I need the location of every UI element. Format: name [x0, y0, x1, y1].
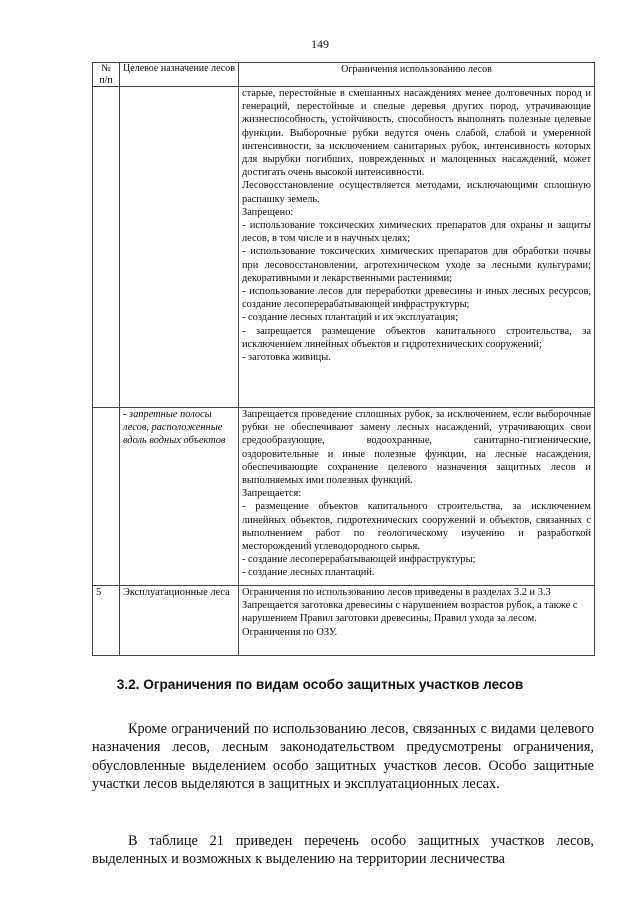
row1-line: - заготовка живицы. [242, 352, 331, 364]
row1-line: - создание лесных плантаций и их эксплуатация; [242, 312, 459, 324]
section-heading: 3.2. Ограничения по видам особо защитных участков лесов [116, 677, 524, 692]
table-row [93, 586, 595, 656]
row1-line: - запрещается размещение объектов капитального строительства, за исключением линейных объектов и гидротехнических сооружений; [242, 325, 591, 350]
row1-limits [239, 87, 595, 408]
table-row [93, 87, 595, 408]
row1-number [93, 87, 120, 408]
row1-line: Запрещено: [242, 206, 294, 218]
row3-category: Эксплуатационные леса [120, 586, 239, 656]
row1-line: - использование токсических химических препаратов для охраны и защиты лесов, в том числе и в научных целях; [242, 220, 591, 245]
row2-limits [239, 408, 595, 586]
row3-number: 5 [93, 586, 120, 656]
header-purpose: Целевое назначение лесов [120, 63, 239, 87]
restrictions-table [92, 62, 595, 656]
page-number: 149 [311, 37, 329, 51]
row3-limits [239, 586, 595, 656]
row2-number [93, 408, 120, 586]
table-header-row [93, 63, 595, 87]
header-number: № п/п [93, 63, 120, 87]
row2-line: Запрещается: [242, 488, 302, 500]
table-row [93, 408, 595, 586]
header-limits: Ограничения использованию лесов [239, 63, 595, 87]
row1-line: - использование лесов для переработки древесины и иных лесных ресурсов, создание лесоперерабатывающей инфраструктуры; [242, 286, 591, 311]
row2-line: - размещение объектов капитального строительства, за исключением линейных объектов, гидротехнических сооружений и объектов, связанных с выполнением работ по геологическому изучению и разработкой месторождений углеводородного сырья. [242, 501, 591, 553]
paragraph: Кроме ограничений по использованию лесов, связанных с видами целевого назначения лесов, лесным законодательством предусмотрены ограничения, обусловленные выделением особо защитных участков лесов. Особо защитные участки лесов выделяются в защитных и эксплуатационных лесах. [92, 721, 594, 792]
row1-line: - использование токсических химических препаратов для обработки почвы при лесовосстановлении, агротехническом уходе за лесными культурами; декоративными и лекарственными растениями; [242, 246, 591, 284]
row2-category: - запретные полосы лесов, расположенные вдоль водных объектов [120, 408, 239, 586]
row3-line: Запрещается заготовка древесины с нарушением возрастов рубок, а также с нарушением Правил заготовки древесины, Правил ухода за лесом. Ограничения по ОЗУ. [242, 600, 578, 638]
row3-line: Ограничения по использованию лесов приведены в разделах 3.2 и 3.3 [242, 587, 551, 598]
paragraph: В таблице 21 приведен перечень особо защитных участков лесов, выделенных и возможных к выделению на территории лесничества [92, 833, 594, 868]
row1-category [120, 87, 239, 408]
row2-line: Запрещается проведение сплошных рубок, за исключением, если выборочные рубки не обеспечивают замену лесных насаждений, утрачивающих свои средообразующие, водоохранные, санитарно-гигиенические, оздоровительные и иные полезные функции, на лесные насаждения, обеспечивающие сохранение целевого назначения защитных лесов и выполняемых ими полезных функций. [242, 409, 591, 487]
row2-line: - создание лесоперерабатывающей инфраструктуры; [242, 554, 476, 566]
row1-line: старые, перестойные в смешанных насаждениях менее долговечных пород и генераций, перестойные и спелые деревья других пород, утрачивающие жизнеспособность, устойчивость, способность выполнять полезные целевые функции. Выборочные рубки ведутся очень слабой, слабой и умеренной интенсивности, за исключением санитарных рубок, интенсивность которых для вырубки погибших, поврежденных и малоценных насаждений, может достигать очень высокой интенсивности. [242, 88, 591, 179]
row2-line: - создание лесных плантаций. [242, 567, 375, 579]
row1-line: Лесовосстановление осуществляется методами, исключающими сплошную распашку земель. [242, 180, 591, 205]
